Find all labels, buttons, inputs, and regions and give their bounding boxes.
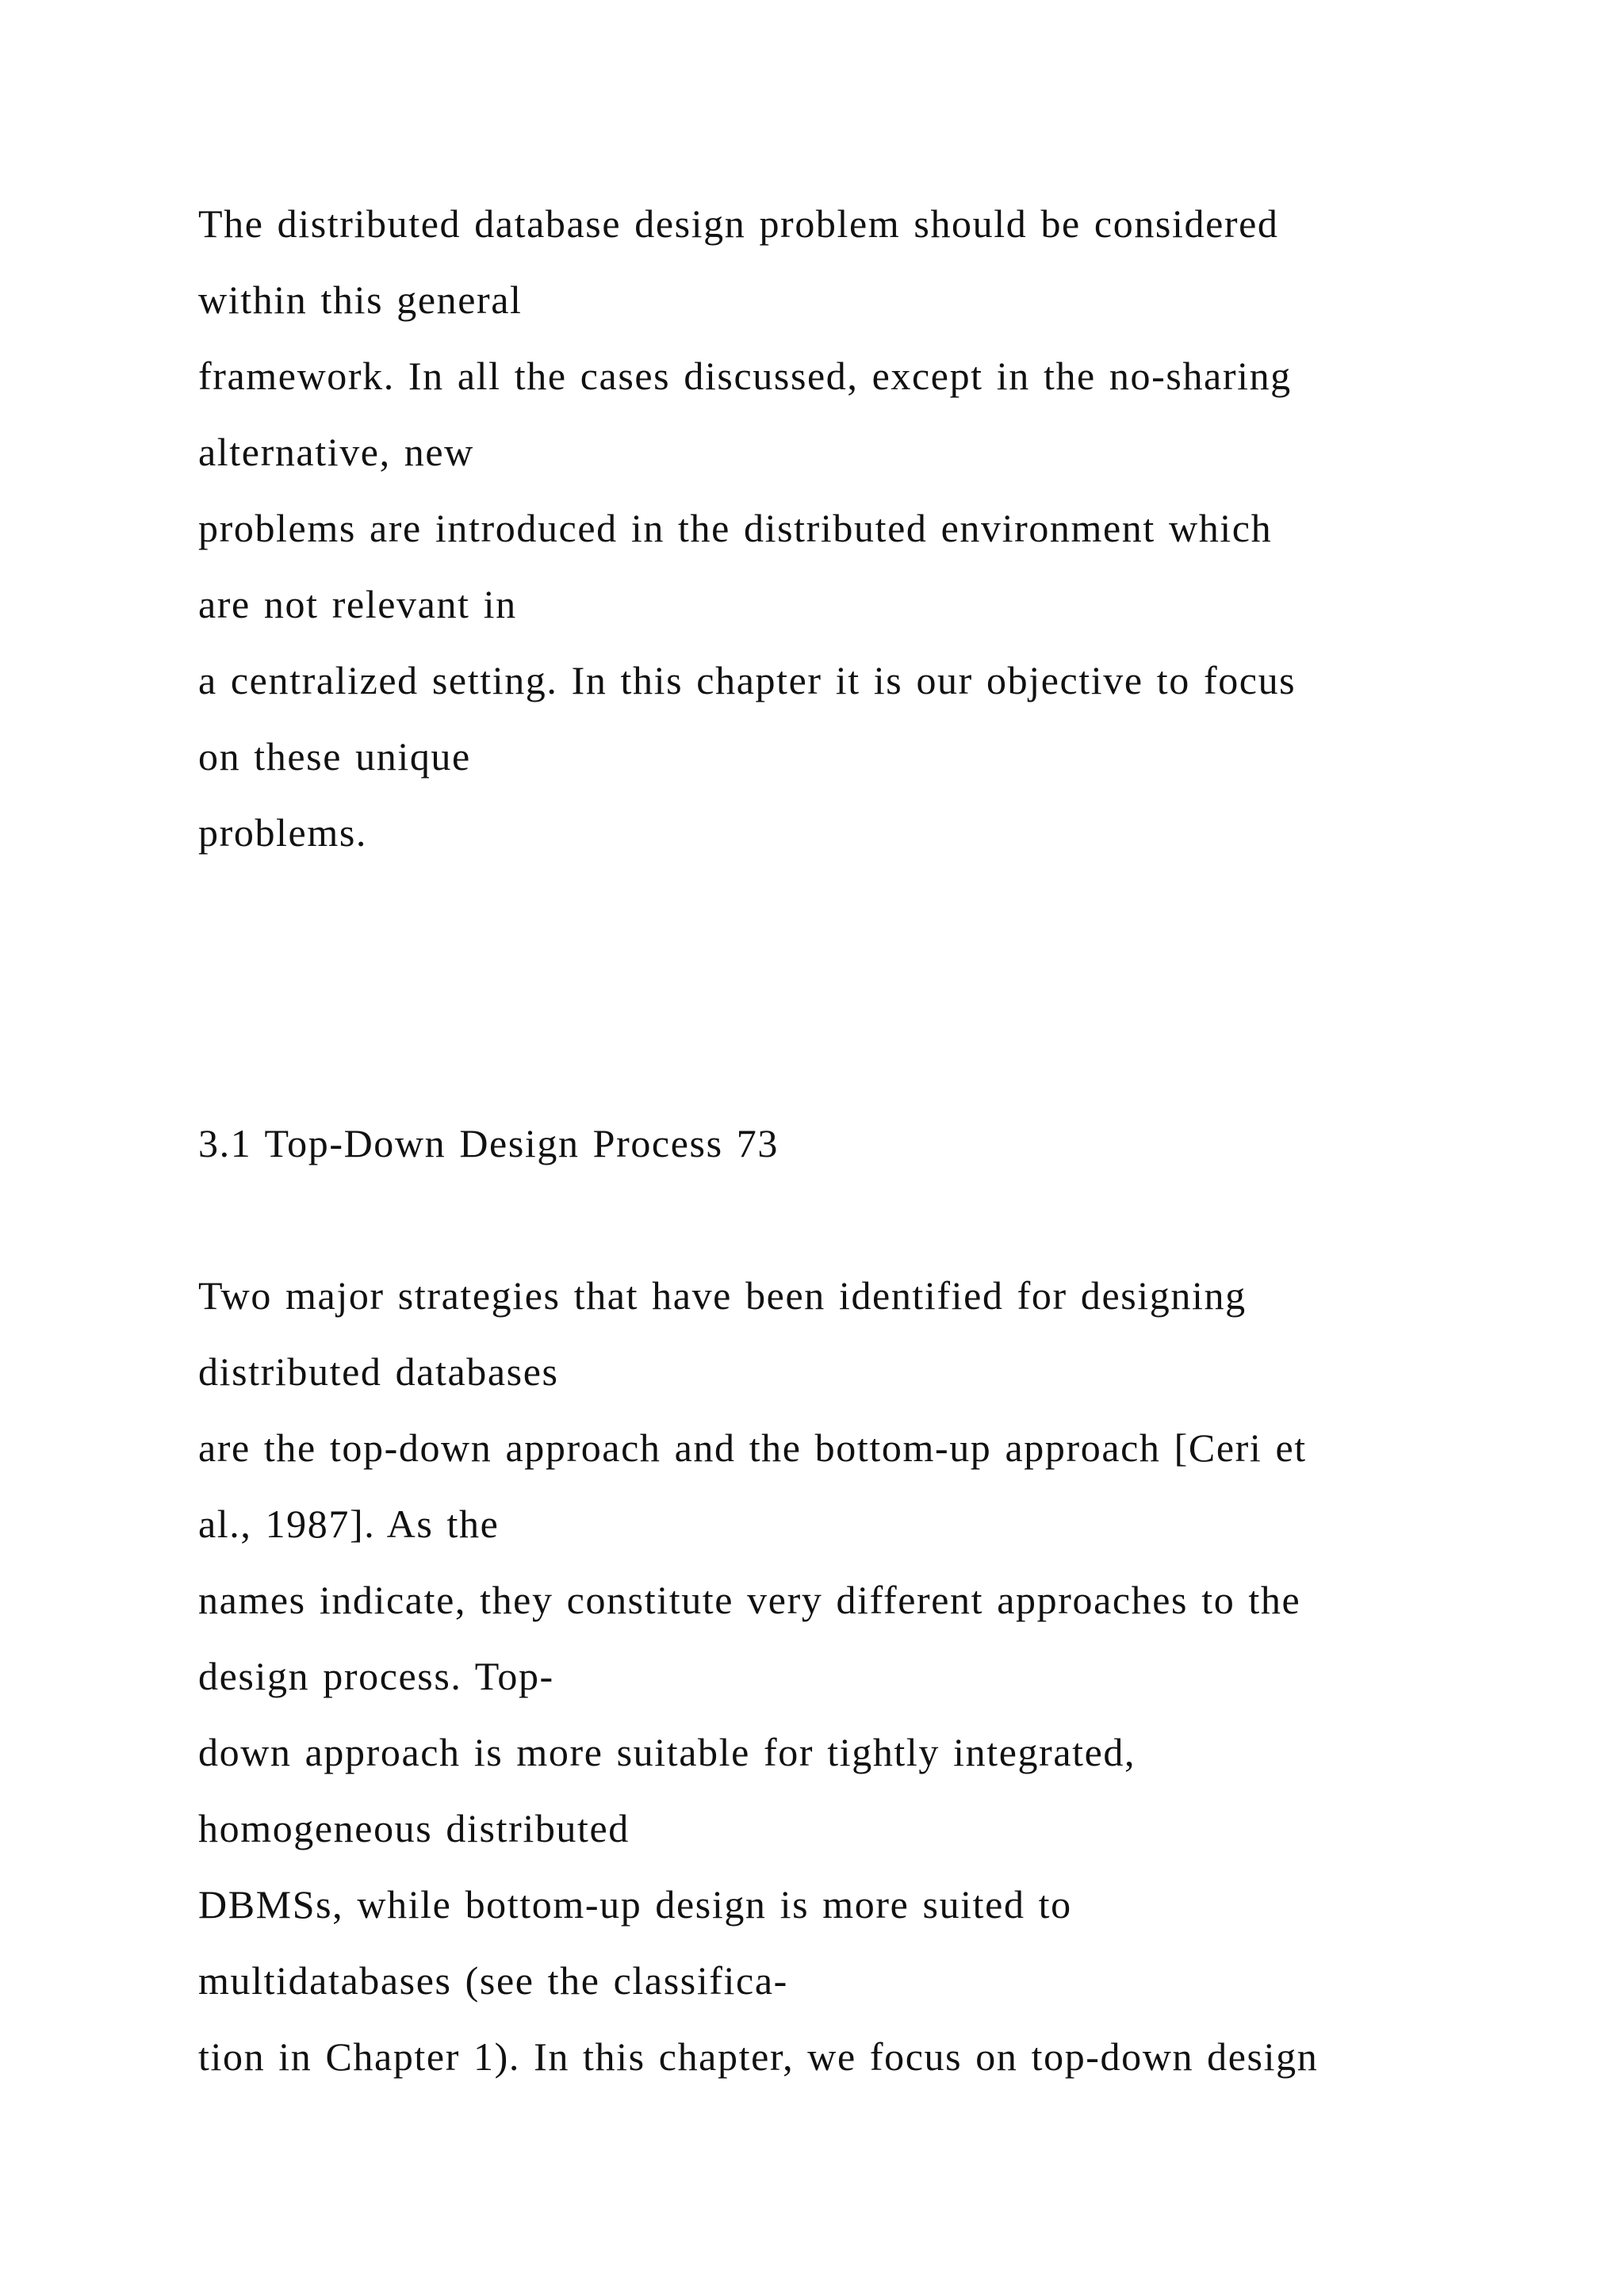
text-line: Two major strategies that have been identified for designing [198,1273,1247,1318]
text-line: within this general [198,277,523,322]
text-line: DBMSs, while bottom-up design is more suited to [198,1882,1072,1927]
text-line: distributed databases [198,1349,559,1394]
text-line: down approach is more suitable for tightly integrated, [198,1730,1136,1774]
paragraph-strategies [198,1257,1546,2095]
section-heading-block [198,1105,1546,1181]
text-line: on these unique [198,734,471,779]
text-line: alternative, new [198,430,474,474]
text-line: The distributed database design problem should be considered [198,201,1279,246]
text-line: homogeneous distributed [198,1806,630,1850]
text-line: problems. [198,810,367,855]
paragraph-intro [198,186,1546,871]
text-line: names indicate, they constitute very different approaches to the [198,1578,1301,1622]
text-line: tion in Chapter 1). In this chapter, we focus on top-down design [198,2034,1319,2079]
text-line: a centralized setting. In this chapter it is our objective to focus [198,658,1297,702]
text-line: multidatabases (see the classifica- [198,1958,788,2003]
text-line: problems are introduced in the distributed environment which [198,506,1273,550]
text-line: al., 1987]. As the [198,1502,500,1546]
text-line: are the top-down approach and the bottom-up approach [Ceri et [198,1425,1307,1470]
text-line: design process. Top- [198,1654,554,1698]
text-line: framework. In all the cases discussed, except in the no-sharing [198,354,1292,398]
section-heading: 3.1 Top-Down Design Process 73 [198,1121,779,1165]
text-line: are not relevant in [198,582,517,626]
